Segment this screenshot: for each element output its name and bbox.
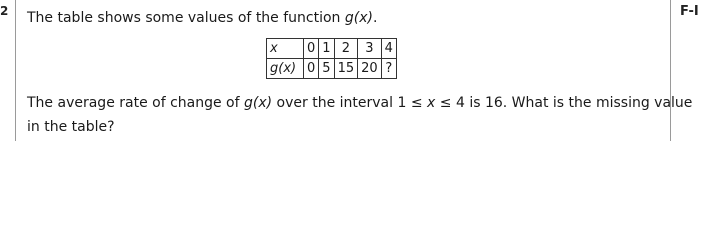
table-row-gx xyxy=(267,59,397,79)
table-row-x xyxy=(267,39,397,59)
right-border xyxy=(670,0,671,141)
table-cell: 5 xyxy=(319,59,334,79)
table-cell: 20 xyxy=(358,59,382,79)
table-cell: 1 xyxy=(319,39,334,59)
table-cell: 3 xyxy=(358,39,382,59)
table-cell: 2 xyxy=(334,39,358,59)
question-part3: ≤ 4 is 16. What is the missing value xyxy=(435,95,693,111)
intro-text xyxy=(27,10,377,26)
question-part1: The average rate of change of xyxy=(27,95,244,111)
intro-prefix: The table shows some values of the function xyxy=(27,10,345,26)
question-part2: over the interval 1 ≤ xyxy=(272,95,428,111)
problem-number-fragment: 2 xyxy=(0,4,9,18)
question-text xyxy=(27,95,692,111)
table-cell: 15 xyxy=(334,59,358,79)
table-cell: 0 xyxy=(304,59,319,79)
table-header-x: x xyxy=(267,39,304,59)
values-table xyxy=(266,38,397,79)
table-cell: 0 xyxy=(304,39,319,59)
question-variable: x xyxy=(427,95,436,111)
question-text-continued: in the table? xyxy=(27,119,115,135)
intro-suffix: . xyxy=(373,10,378,26)
left-border xyxy=(15,0,16,141)
missing-value-cell: ? xyxy=(381,59,396,79)
question-function: g(x) xyxy=(244,95,273,111)
intro-function: g(x) xyxy=(344,10,373,26)
table-header-gx: g(x) xyxy=(267,59,304,79)
table-cell: 4 xyxy=(381,39,396,59)
standard-code: F-I xyxy=(680,4,699,19)
